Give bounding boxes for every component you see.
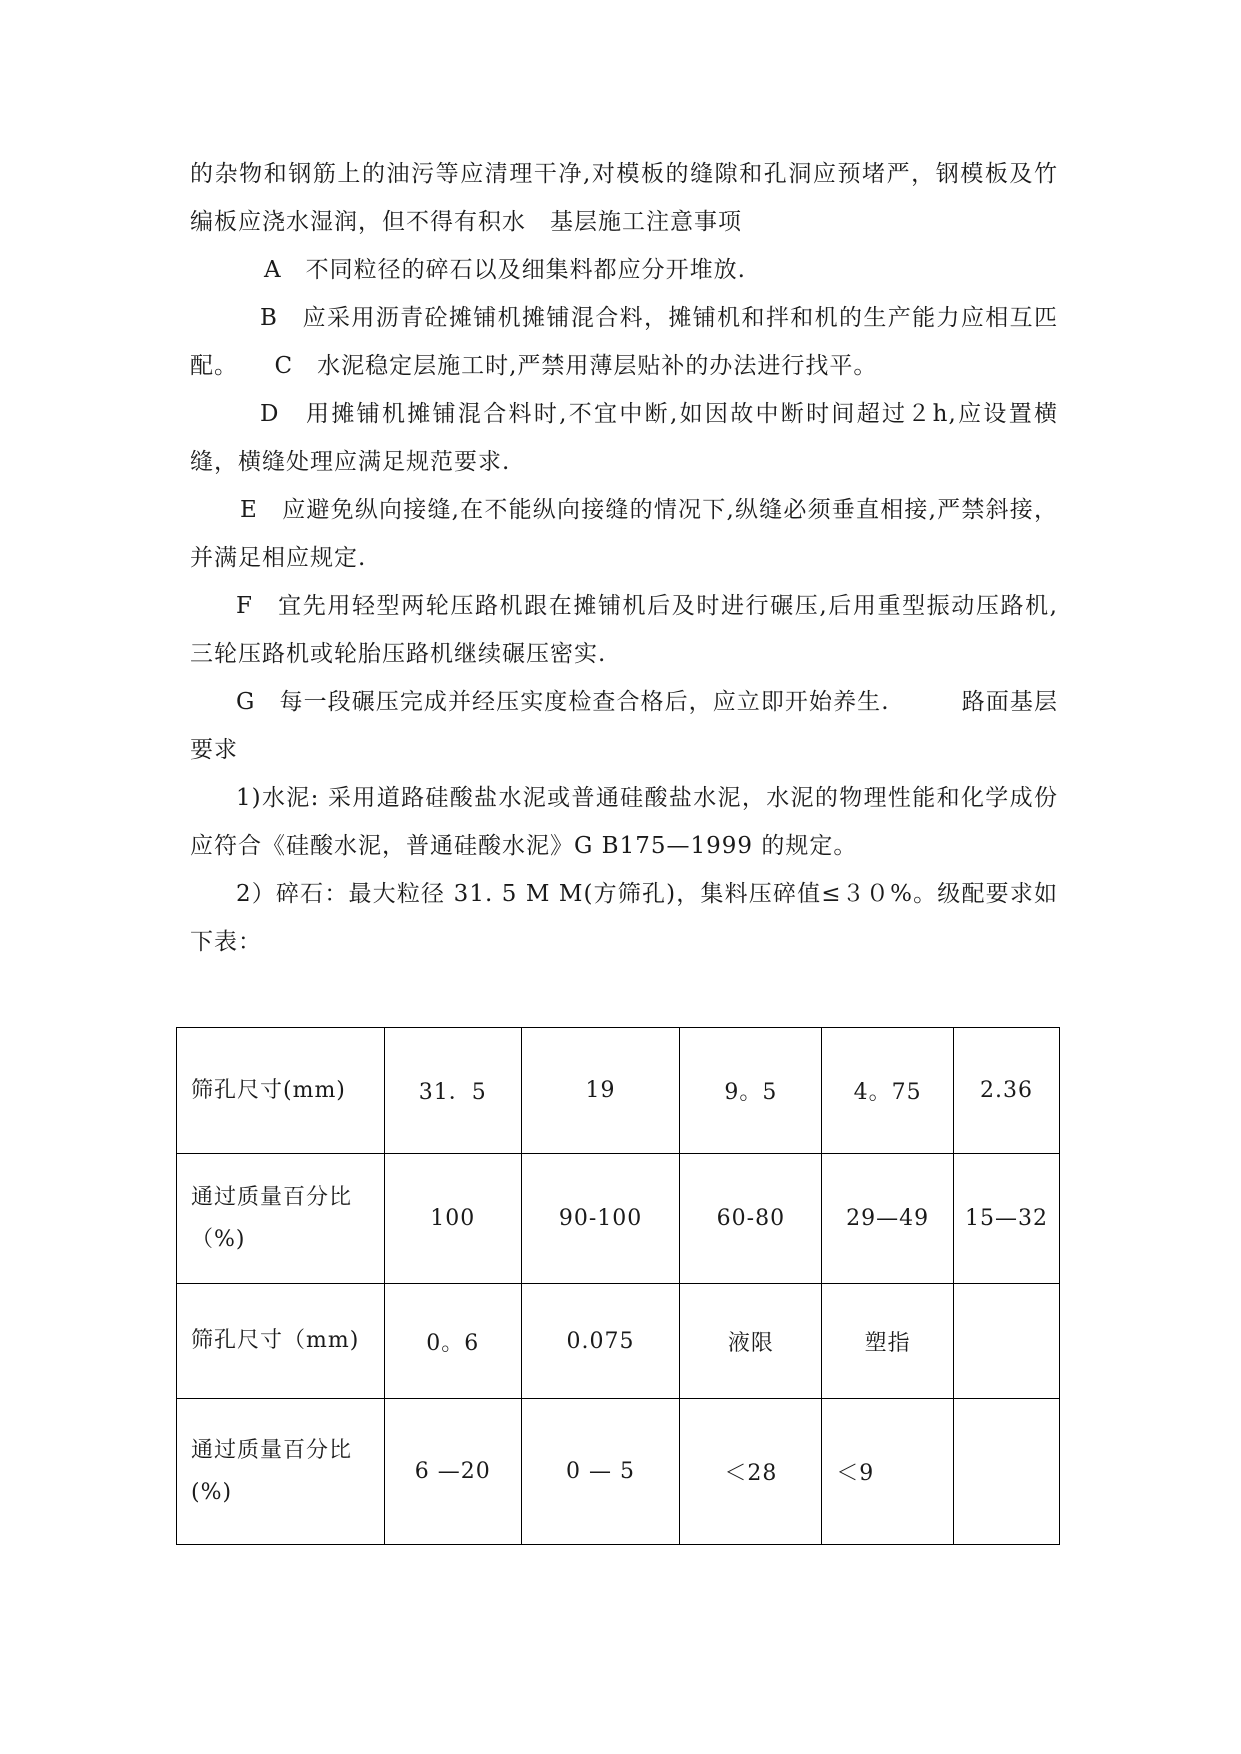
paragraph-item-b-c: B 应采用沥青砼摊铺机摊铺混合料，摊铺机和拌和机的生产能力应相互匹配。 C 水泥稳定层施工时,严禁用薄层贴补的办法进行找平。 xyxy=(190,305,1058,379)
table-cell: 90-100 xyxy=(521,1154,680,1284)
table-cell xyxy=(954,1284,1060,1399)
table-cell: 塑指 xyxy=(822,1284,954,1399)
paragraph-formwork: 的杂物和钢筋上的油污等应清理干净,对模板的缝隙和孔洞应预堵严，钢模板及竹编板应浇水湿润，但不得有积水 基层施工注意事项 xyxy=(190,161,1058,235)
paragraph-item-e: E 应避免纵向接缝,在不能纵向接缝的情况下,纵缝必须垂直相接,严禁斜接，并满足相应规定. xyxy=(190,497,1058,571)
table-row xyxy=(177,1284,1060,1399)
paragraph-gravel: 2）碎石：最大粒径 31. 5 M M(方筛孔)，集料压碎值≤３０%。级配要求如下表： xyxy=(190,881,1058,955)
table-row xyxy=(177,1154,1060,1284)
table-cell: ＜9 xyxy=(822,1399,954,1545)
table-cell: 2.36 xyxy=(954,1028,1060,1154)
table-cell xyxy=(954,1399,1060,1545)
paragraph-item-d: D 用摊铺机摊铺混合料时,不宜中断,如因故中断时间超过２h,应设置横缝，横缝处理应满足规范要求. xyxy=(190,401,1058,475)
document-body xyxy=(190,150,1058,966)
table-cell: 液限 xyxy=(680,1284,822,1399)
table-cell: 29—49 xyxy=(822,1154,954,1284)
paragraph-cement: 1)水泥: 采用道路硅酸盐水泥或普通硅酸盐水泥，水泥的物理性能和化学成份应符合《硅酸水泥，普通硅酸水泥》G B175—1999 的规定。 xyxy=(190,785,1058,859)
table-cell-header: 通过质量百分比（%) xyxy=(177,1154,385,1284)
paragraph-item-g: G 每一段碾压完成并经压实度检查合格后，应立即开始养生. 路面基层要求 xyxy=(190,689,1058,763)
table-cell: 6 —20 xyxy=(384,1399,521,1545)
table-row xyxy=(177,1399,1060,1545)
paragraph-item-f: F 宜先用轻型两轮压路机跟在摊铺机后及时进行碾压,后用重型振动压路机,三轮压路机或轮胎压路机继续碾压密实. xyxy=(190,593,1058,667)
table-cell: 0.075 xyxy=(521,1284,680,1399)
table-cell: 19 xyxy=(521,1028,680,1154)
table-row xyxy=(177,1028,1060,1154)
table-cell-header: 筛孔尺寸（mm) xyxy=(177,1284,385,1399)
table-cell: 100 xyxy=(384,1154,521,1284)
table-cell: 9。5 xyxy=(680,1028,822,1154)
table-cell: 60-80 xyxy=(680,1154,822,1284)
table-cell: 31．5 xyxy=(384,1028,521,1154)
paragraph-item-a: A 不同粒径的碎石以及细集料都应分开堆放. xyxy=(264,257,746,283)
table-cell-header: 筛孔尺寸(mm) xyxy=(177,1028,385,1154)
table-cell: 0。6 xyxy=(384,1284,521,1399)
table-cell: 0 — 5 xyxy=(521,1399,680,1545)
grading-table xyxy=(176,1027,1060,1545)
table-cell: 15—32 xyxy=(954,1154,1060,1284)
table-cell-header: 通过质量百分比(%) xyxy=(177,1399,385,1545)
table-cell: 4。75 xyxy=(822,1028,954,1154)
table-cell: ＜28 xyxy=(680,1399,822,1545)
